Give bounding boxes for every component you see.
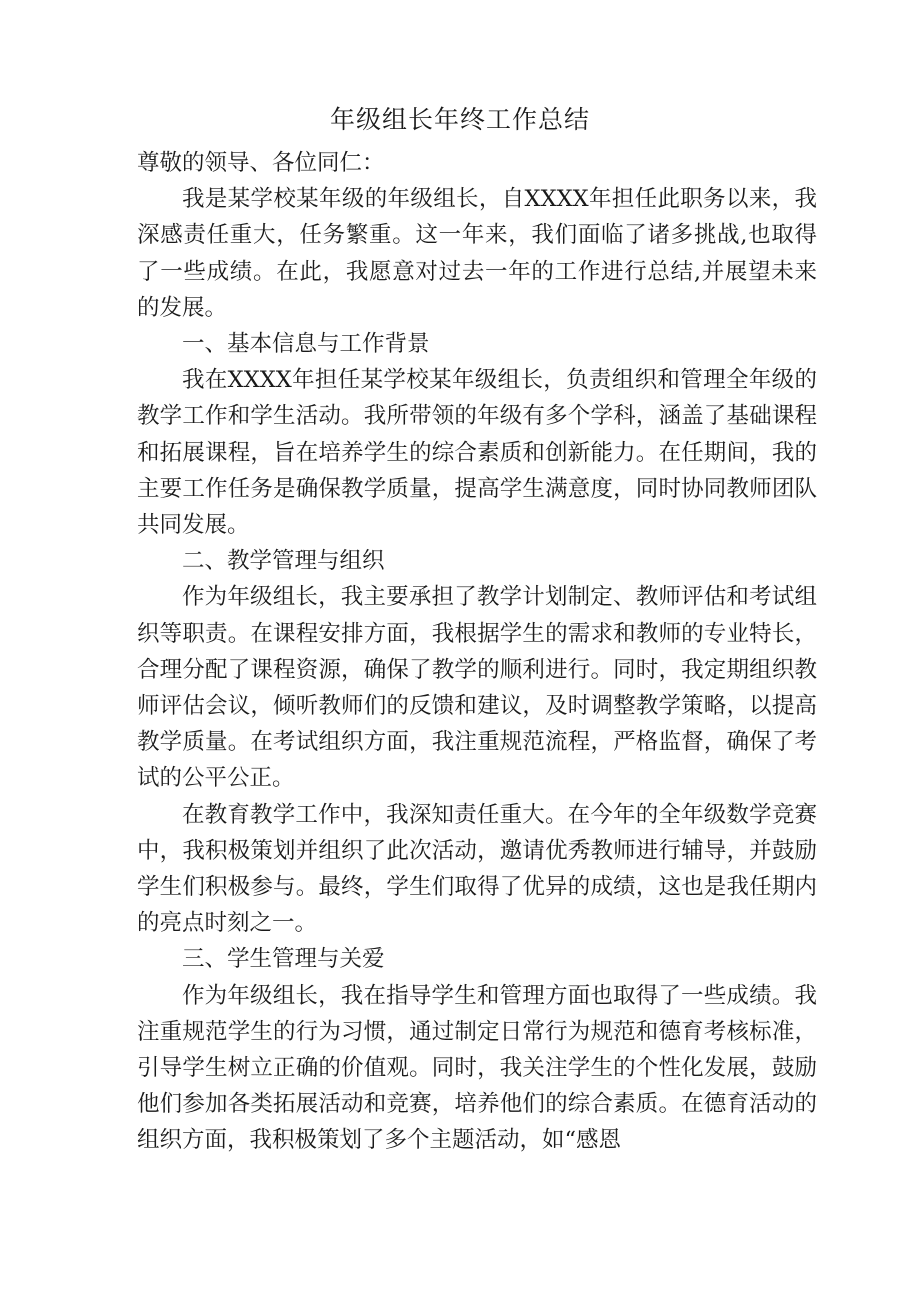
section-2-paragraph-1: 作为年级组长，我主要承担了教学计划制定、教师评估和考试组织等职责。在课程安排方面，我根据学生的需求和教师的专业特长，合理分配了课程资源，确保了教学的顺利进行。同时，我定期组织教师评估会议，倾听教师们的反馈和建议，及时调整教学策略，以提高教学质量。在考试组织方面，我注重规范流程，严格监督，确保了考试的公平公正。 bbox=[137, 584, 817, 792]
section-heading-2: 二、教学管理与组织 bbox=[182, 548, 385, 575]
section-heading-3: 三、学生管理与关爱 bbox=[182, 946, 385, 973]
section-1-paragraph: 我在XXXX年担任某学校某年级组长，负责组织和管理全年级的教学工作和学生活动。我所带领的年级有多个学科，涵盖了基础课程和拓展课程，旨在培养学生的综合素质和创新能力。在任期间，我的主要工作任务是确保教学质量，提高学生满意度，同时协同教师团队共同发展。 bbox=[137, 367, 817, 539]
section-3-paragraph: 作为年级组长，我在指导学生和管理方面也取得了一些成绩。我注重规范学生的行为习惯，通过制定日常行为规范和德育考核标准，引导学生树立正确的价值观。同时，我关注学生的个性化发展，鼓励他们参加各类拓展活动和竞赛，培养他们的综合素质。在德育活动的组织方面，我积极策划了多个主题活动，如“感恩 bbox=[137, 982, 817, 1154]
document-title: 年级组长年终工作总结 bbox=[329, 105, 590, 134]
salutation: 尊敬的领导、各位同仁： bbox=[137, 150, 385, 176]
section-heading-1: 一、基本信息与工作背景 bbox=[182, 331, 430, 358]
intro-paragraph: 我是某学校某年级的年级组长，自XXXX年担任此职务以来，我深感责任重大，任务繁重。这一年来，我们面临了诸多挑战,也取得了一些成绩。在此，我愿意对过去一年的工作进行总结,并展望未来的发展。 bbox=[137, 186, 817, 321]
document-body bbox=[137, 145, 817, 1159]
section-2-paragraph-2: 在教育教学工作中，我深知责任重大。在今年的全年级数学竞赛中，我积极策划并组织了此次活动，邀请优秀教师进行辅导，并鼓励学生们积极参与。最终，学生们取得了优异的成绩，这也是我任期内的亮点时刻之一。 bbox=[137, 801, 817, 937]
